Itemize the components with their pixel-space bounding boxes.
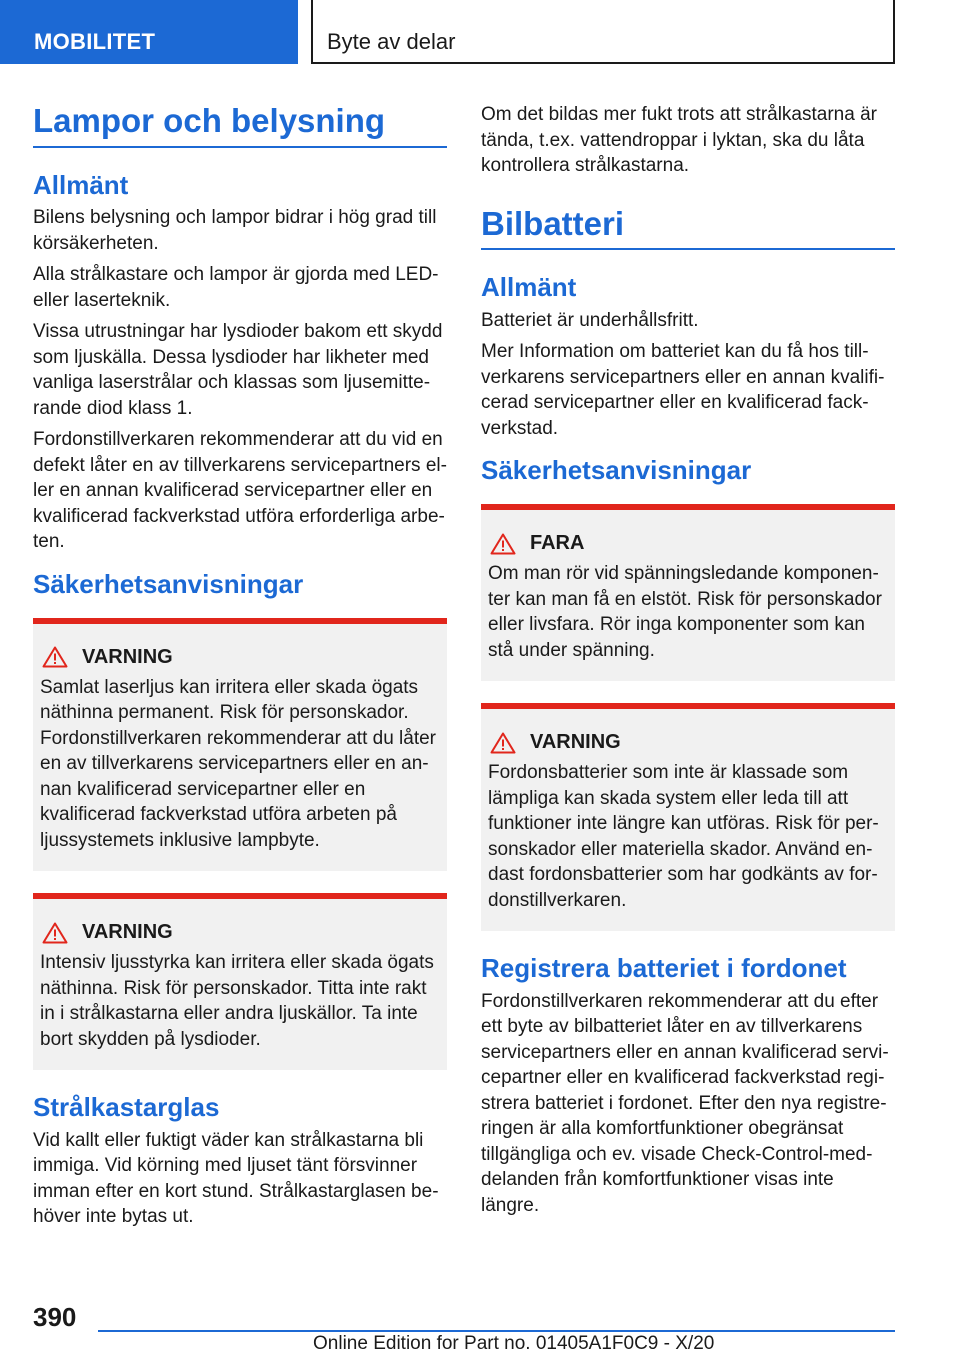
section-title-battery: Bilbatteri — [481, 205, 895, 251]
paragraph: Fordonstillverkaren rekommenderar att du efter ett byte av bilbatteriet låter en av tillverkarens servicepartners eller en annan kvalificerad servicepartner eller en kvalificerad fackverkstad registrera batteriet i fordonet. Efter den nya registreringen är alla komfortfunktioner obegränsat tillgängliga och ev. visade Check-Control-meddelanden från komfortfunktioner visas inte längre. — [481, 990, 889, 1216]
heading-headlight-glass: Strålkastarglas — [33, 1092, 220, 1123]
chapter-title: Byte av delar — [311, 0, 895, 64]
section-tab: MOBILITET — [0, 0, 298, 64]
page-number: 390 — [33, 1302, 77, 1332]
paragraph: Fordonstillverkaren rekommenderar att du vid en defekt låter en av tillverkarens servicepartners eller en annan kvalificerad servicepartner eller en kvalificerad fackverkstad utföra erforderliga arbeten. — [33, 429, 447, 553]
paragraph: Alla strålkastare och lampor är gjorda med LED- eller laserteknik. — [33, 264, 439, 311]
heading-general: Allmänt — [481, 272, 577, 303]
danger-title — [488, 532, 887, 555]
paragraph: Batteriet är underhållsfritt. — [481, 309, 699, 331]
paragraph: Vissa utrustningar har lysdioder bakom ett skydd som ljuskälla. Dessa lysdioder har likheter med vanliga laserstrålar och klassas som ljusemitterande diod klass 1. — [33, 321, 443, 419]
danger-box — [481, 504, 895, 681]
warning-triangle-icon — [490, 732, 516, 754]
danger-label: FARA — [530, 532, 585, 555]
warning-title — [488, 731, 887, 754]
warning-title — [40, 646, 439, 669]
footer-edition: Online Edition for Part no. 01405A1F0C9 - X/20 — [313, 1333, 715, 1354]
danger-text: Om man rör vid spänningsledande komponenter kan man få en elstöt. Risk för personskador eller livsfara. Rör inga komponenter som kan stå under spänning. — [488, 563, 882, 661]
warning-label: VARNING — [82, 921, 173, 944]
warning-box — [33, 618, 447, 872]
warning-triangle-icon — [42, 922, 68, 944]
footer-divider — [98, 1330, 895, 1332]
heading-general: Allmänt — [33, 169, 129, 200]
warning-triangle-icon — [490, 533, 516, 555]
paragraph: Mer Information om batteriet kan du få hos tillverkarens servicepartners eller en annan kvalificerad servicepartner eller en kvalificerad fackverkstad. — [481, 341, 885, 439]
paragraph: Om det bildas mer fukt trots att strålkastarna är tända, t.ex. vattendroppar i lyktan, ska du låta kontrollera strålkastarna. — [481, 104, 877, 176]
paragraph: Vid kallt eller fuktigt väder kan strålkastarna bli immiga. Vid körning med ljuset tänt försvinner imman efter en kort stund. Strålkastarglasen behöver inte bytas ut. — [33, 1129, 439, 1227]
warning-label: VARNING — [530, 731, 621, 754]
right-column — [481, 102, 895, 1224]
heading-safety: Säkerhetsanvisningar — [33, 568, 304, 599]
warning-text: Intensiv ljusstyrka kan irritera eller skada ögats näthinna. Risk för personskador. Titta inte rakt in i strålkastarna eller andra ljuskällor. Ta inte bort skydden på lysdioder. — [40, 952, 434, 1050]
paragraph: Bilens belysning och lampor bidrar i hög grad till körsäkerheten. — [33, 207, 437, 254]
heading-register-battery: Registrera batteriet i fordonet — [481, 953, 847, 984]
left-column — [33, 102, 447, 1236]
warning-box — [481, 703, 895, 931]
warning-box — [33, 893, 447, 1070]
warning-title — [40, 921, 439, 944]
section-title-lamps: Lampor och belysning — [33, 102, 447, 148]
heading-safety: Säkerhetsanvisningar — [481, 455, 752, 486]
warning-triangle-icon — [42, 646, 68, 668]
warning-text: Fordonsbatterier som inte är klassade som lämpliga kan skada system eller leda till att funktioner inte längre kan utföras. Risk för personskador eller materiella skador. Använd endast fordonsbatterier som har godkänts av fordonstillverkaren. — [488, 762, 879, 911]
warning-text: Samlat laserljus kan irritera eller skada ögats näthinna permanent. Risk för personskador. Fordonstillverkaren rekommenderar att du låter en av tillverkarens servicepartners eller en annan kvalificerad servicepartner eller en kvalificerad fackverkstad utföra arbeten på ljussystemets inklusive lampbyte. — [40, 676, 437, 851]
warning-label: VARNING — [82, 645, 173, 668]
